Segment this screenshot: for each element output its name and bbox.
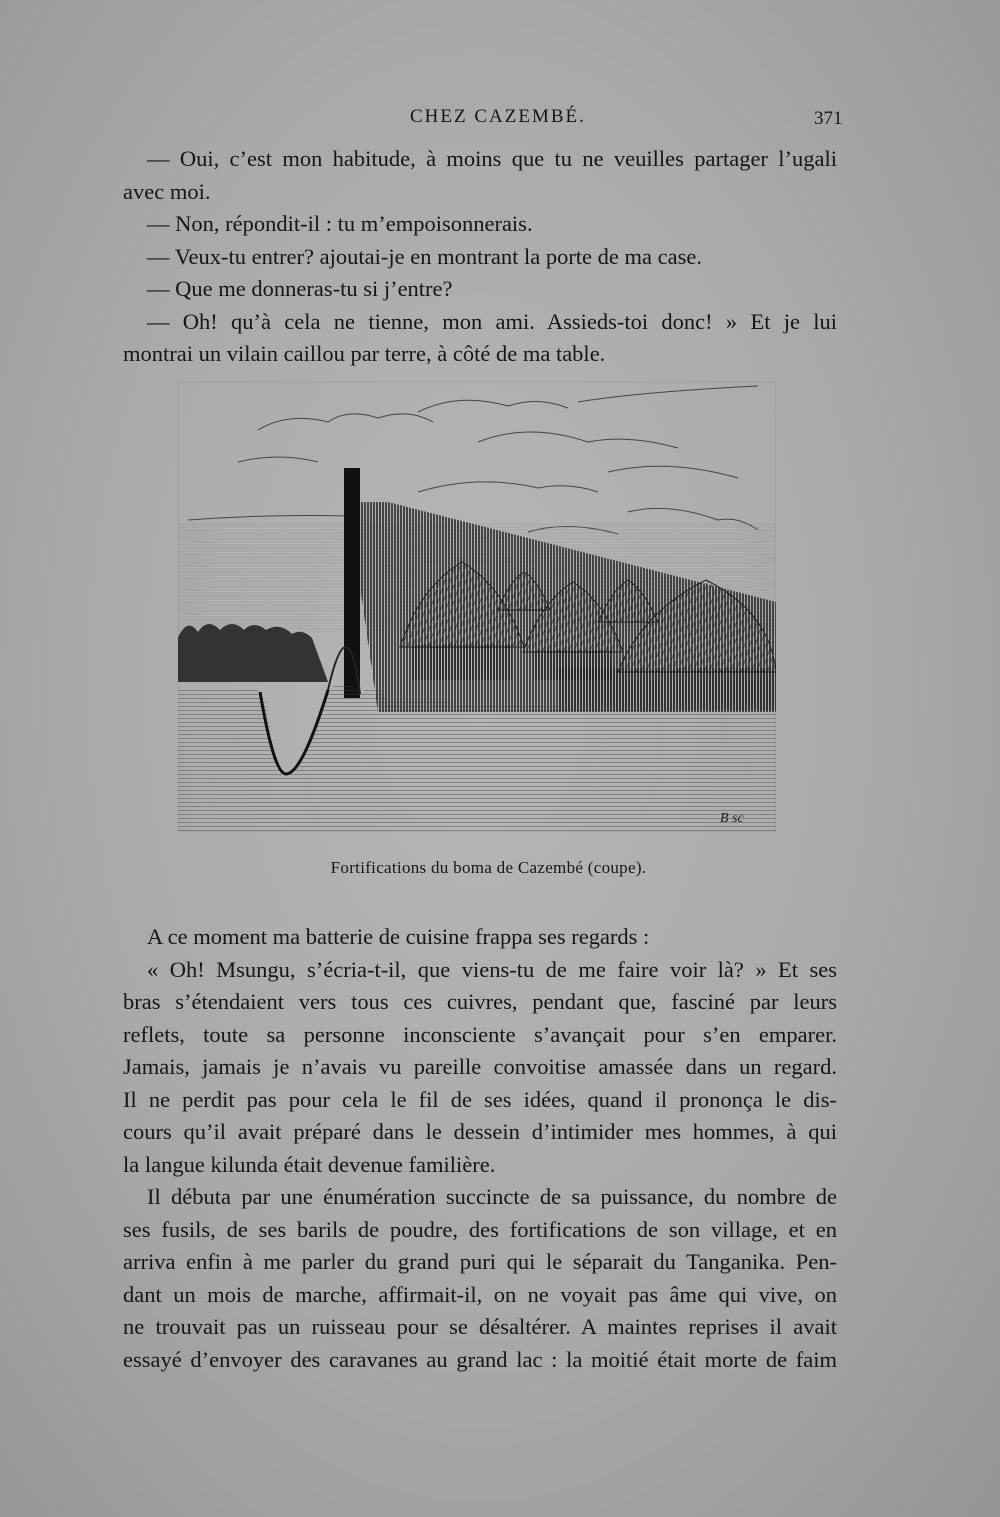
text-line: cours qu’il avait préparé dans le dessein d’intimider mes hommes, à qui [123,1119,837,1144]
text-line: A ce moment ma batterie de cuisine frappa ses regards : [147,924,650,949]
text-line: — Que me donneras-tu si j’entre? [147,276,453,301]
text-line: — Oh! qu’à cela ne tienne, mon ami. Assieds-toi donc! » Et je lui [147,308,837,334]
text-line: Il débuta par une énumération succincte de sa puissance, du nombre de [147,1184,837,1209]
top-text-block [123,143,837,371]
text-line: — Oui, c’est mon habitude, à moins que tu ne veuilles partager l’ugali [147,146,837,171]
text-line: Il ne perdit pas pour cela le fil de ses idées, quand il prononça le dis- [123,1086,837,1112]
text-line: reflets, toute sa personne inconsciente s’avançait pour s’en emparer. [123,1021,837,1047]
text-line: « Oh! Msungu, s’écria-t-il, que viens-tu de me faire voir là? » Et ses [147,956,837,982]
text-line: Jamais, jamais je n’avais vu pareille convoitise amassée dans un regard. [123,1054,837,1079]
page-header [0,106,1000,136]
text-line: dant un mois de marche, affirmait-il, on ne voyait pas âme qui vive, on [123,1281,837,1307]
text-line: arriva enfin à me parler du grand puri qui le séparait du Tanganika. Pen- [123,1249,837,1274]
text-line: — Veux-tu entrer? ajoutai-je en montrant la porte de ma case. [147,243,702,269]
engraver-mark: B sc [720,811,744,826]
engraving-illustration [178,382,776,832]
running-title: CHEZ CAZEMBÉ. [410,106,586,127]
bottom-text-block [123,921,837,1376]
text-line: essayé d’envoyer des caravanes au grand lac : la moitié était morte de faim [123,1346,837,1372]
text-line: la langue kilunda était devenue familière. [123,1151,496,1177]
text-line: bras s’étendaient vers tous ces cuivres, pendant que, fasciné par leurs [123,989,837,1014]
figure-caption [0,858,1000,878]
text-line: ne trouvait pas un ruisseau pour se désaltérer. A maintes reprises il avait [123,1314,837,1339]
text-line: montrai un vilain caillou par terre, à côté de ma table. [123,341,606,366]
text-line: avec moi. [123,178,211,204]
text-line: ses fusils, de ses barils de poudre, des fortifications de son village, et en [123,1216,837,1242]
text-line: — Non, répondit-il : tu m’empoisonnerais. [147,211,533,236]
caption-text: Fortifications du boma de Cazembé (coupe). [330,858,647,877]
sky-clouds [188,386,758,534]
page-number: 371 [814,108,843,129]
